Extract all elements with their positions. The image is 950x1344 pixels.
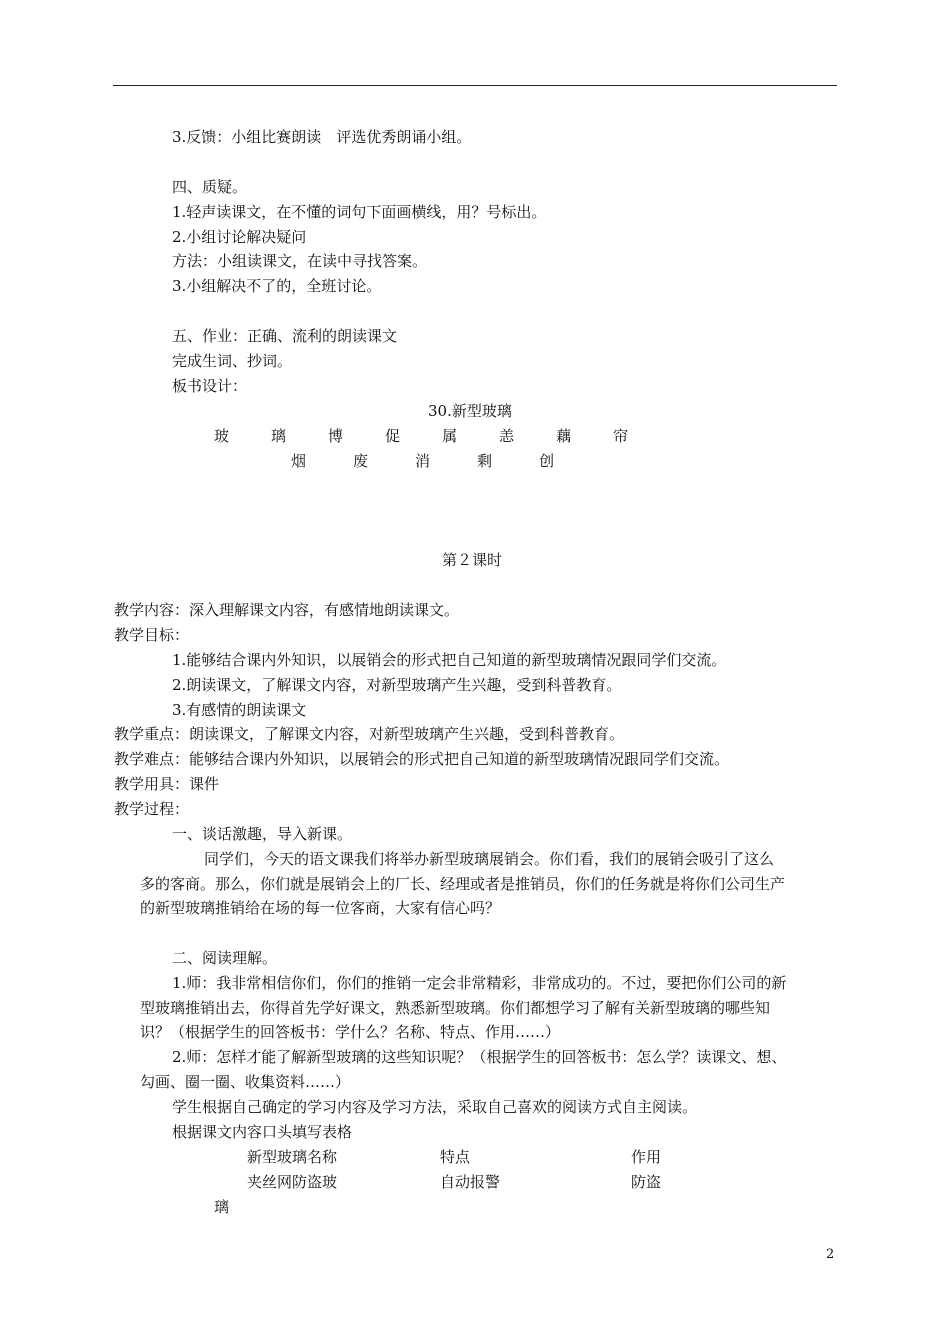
section-4-method: 方法：小组读课文，在读中寻找答案。 (172, 252, 428, 270)
goal-1: 1.能够结合课内外知识，以展销会的形式把自己知道的新型玻璃情况跟同学们交流。 (172, 651, 727, 669)
board-row-1 (214, 426, 670, 446)
teaching-key-point: 教学重点：朗读课文，了解课文内容，对新型玻璃产生兴趣，受到科普教育。 (114, 725, 625, 743)
board-char: 博 (328, 427, 344, 445)
feedback-line: 3.反馈：小组比赛朗读 评选优秀朗诵小组。 (172, 128, 472, 146)
board-row-2 (291, 451, 601, 471)
table-header-name: 新型玻璃名称 (247, 1148, 338, 1166)
table-header-function: 作用 (631, 1148, 662, 1166)
board-char: 剩 (477, 452, 493, 470)
teaching-process-label: 教学过程： (114, 800, 190, 818)
goal-2: 2.朗读课文，了解课文内容，对新型玻璃产生兴趣，受到科普教育。 (172, 676, 622, 694)
board-char: 促 (385, 427, 401, 445)
board-char: 帘 (613, 427, 629, 445)
step-2-item-1-line: 型玻璃推销出去，你得首先学好课文，熟悉新型玻璃。你们都想学习了解有关新型玻璃的哪些知 (140, 999, 771, 1017)
step-2-item-1-line: 识？（根据学生的回答板书：学什么？名称、特点、作用……） (140, 1023, 561, 1041)
section-4-item-2: 2.小组讨论解决疑问 (172, 228, 307, 246)
step-2-item-2-line: 勾画、圈一圈、收集资料……） (140, 1073, 351, 1091)
table-header-feature: 特点 (440, 1148, 471, 1166)
board-char: 消 (415, 452, 431, 470)
table-cell-feature: 自动报警 (440, 1173, 501, 1191)
step-1-paragraph-line: 多的客商。那么，你们就是展销会上的厂长、经理或者是推销员，你们的任务就是将你们公司生产 (140, 875, 786, 893)
board-char: 璃 (271, 427, 287, 445)
step-2-item-1-line: 1.师：我非常相信你们，你们的推销一定会非常精彩，非常成功的。不过，要把你们公司的新 (172, 974, 787, 992)
section-5-line-2: 完成生词、抄词。 (172, 352, 293, 370)
step-2-item-2-line: 2.师：怎样才能了解新型玻璃的这些知识呢？（根据学生的回答板书：怎么学？读课文、想、 (172, 1048, 787, 1066)
section-5-title: 五、作业：正确、流利的朗读课文 (172, 327, 398, 345)
teaching-difficulty: 教学难点：能够结合课内外知识，以展销会的形式把自己知道的新型玻璃情况跟同学们交流。 (114, 750, 730, 768)
step-2-reading-line: 学生根据自己确定的学习内容及学习方法，采取自己喜欢的阅读方式自主阅读。 (172, 1098, 698, 1116)
step-1-paragraph-line: 同学们，今天的语文课我们将举办新型玻璃展销会。你们看，我们的展销会吸引了这么 (204, 850, 775, 868)
board-char: 烟 (291, 452, 307, 470)
board-char: 废 (353, 452, 369, 470)
board-char: 恙 (499, 427, 515, 445)
teaching-tools: 教学用具：课件 (114, 775, 220, 793)
board-char: 玻 (214, 427, 230, 445)
goal-3: 3.有感情的朗读课文 (172, 701, 307, 719)
teaching-goals-label: 教学目标： (114, 626, 190, 644)
section-4-item-1: 1.轻声读课文，在不懂的词句下面画横线，用？号标出。 (172, 203, 547, 221)
step-1-title: 一、谈话激趣，导入新课。 (172, 825, 353, 843)
teaching-content: 教学内容：深入理解课文内容，有感情地朗读课文。 (114, 601, 460, 619)
lesson-2-heading: 第２课时 (442, 551, 503, 569)
section-4-item-3: 3.小组解决不了的，全班讨论。 (172, 277, 382, 295)
step-2-title: 二、阅读理解。 (172, 949, 278, 967)
board-char: 属 (442, 427, 458, 445)
section-4-title: 四、质疑。 (172, 178, 248, 196)
board-design-label: 板书设计： (172, 377, 248, 395)
page-number: 2 (826, 1247, 835, 1262)
step-1-paragraph-line: 的新型玻璃推销给在场的每一位客商，大家有信心吗？ (140, 899, 501, 917)
step-2-table-instruction: 根据课文内容口头填写表格 (172, 1123, 353, 1141)
table-cell-name: 夹丝网防盗玻 (247, 1173, 338, 1191)
board-char: 藕 (556, 427, 572, 445)
board-title: 30.新型玻璃 (428, 402, 512, 420)
header-rule (113, 85, 837, 86)
board-char: 创 (539, 452, 555, 470)
table-cell-function: 防盗 (631, 1173, 662, 1191)
table-cell-name-wrap: 璃 (214, 1198, 230, 1216)
